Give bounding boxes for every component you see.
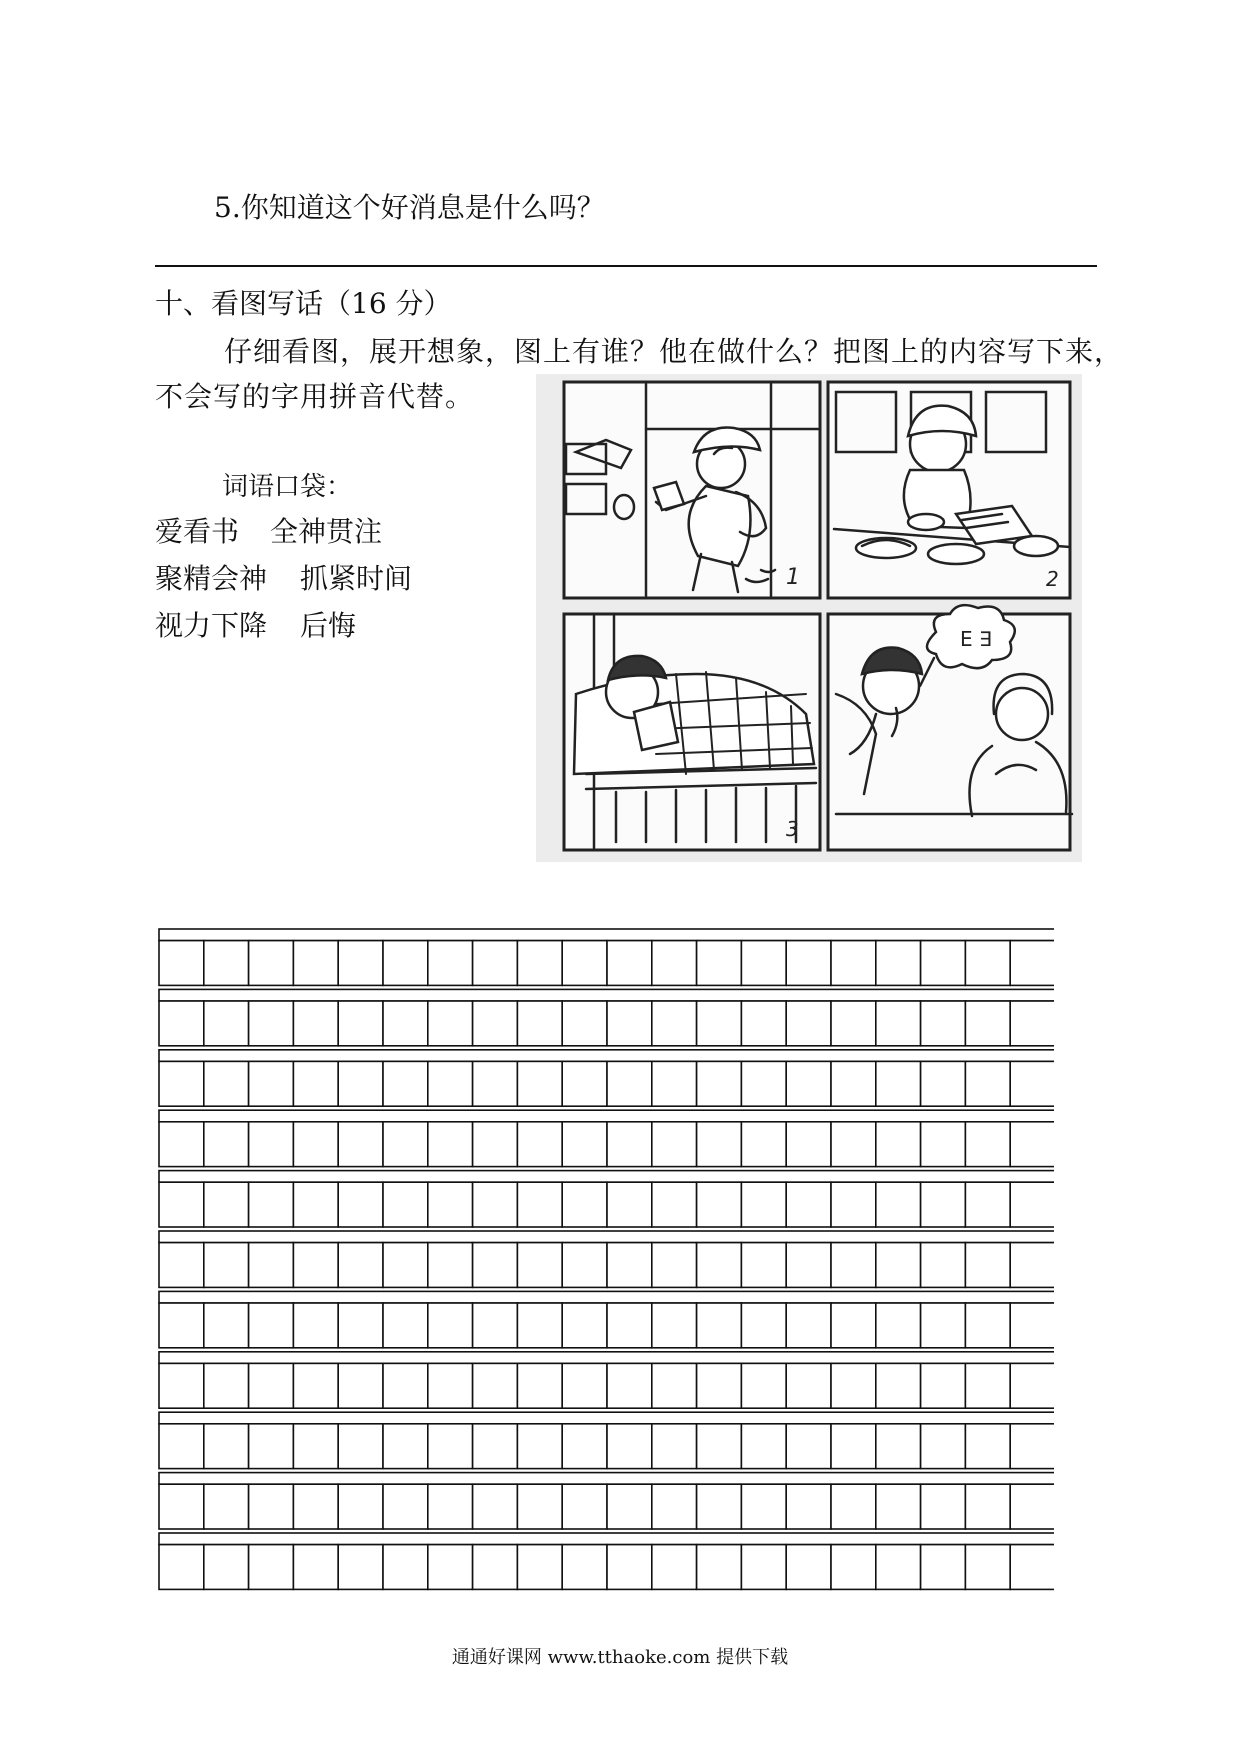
grid-cell[interactable] [1010,1122,1054,1167]
grid-cell[interactable] [204,1484,249,1529]
grid-cell[interactable] [517,1061,562,1106]
grid-cell[interactable] [204,1122,249,1167]
grid-cell[interactable] [428,1001,473,1046]
grid-cell[interactable] [473,1061,518,1106]
grid-cell[interactable] [786,1484,831,1529]
grid-cell[interactable] [249,1303,294,1348]
grid-cell[interactable] [965,1122,1010,1167]
footer-watermark: 通通好课网 www.tthaoke.com 提供下载 [451,1647,789,1668]
grid-cell[interactable] [1010,1243,1054,1288]
grid-cell[interactable] [831,1545,876,1590]
panel-number: 3 [786,817,799,841]
grid-cell[interactable] [293,1061,338,1106]
grid-cell[interactable] [1010,1424,1054,1469]
grid-cell[interactable] [249,1061,294,1106]
grid-cell[interactable] [338,1122,383,1167]
grid-cell[interactable] [831,1484,876,1529]
grid-cell[interactable] [652,1484,697,1529]
grid-cell[interactable] [607,1545,652,1590]
grid-cell[interactable] [607,1182,652,1227]
grid-cell[interactable] [741,1484,786,1529]
grid-cell[interactable] [473,1424,518,1469]
grid-cell[interactable] [741,1243,786,1288]
grid-cell[interactable] [204,1363,249,1408]
grid-cell[interactable] [607,941,652,986]
grid-cell[interactable] [383,1243,428,1288]
grid-cell[interactable] [697,1303,742,1348]
grid-cell[interactable] [741,1182,786,1227]
grid-cell[interactable] [473,1243,518,1288]
grid-cell[interactable] [607,1001,652,1046]
grid-cell[interactable] [697,1122,742,1167]
grid-cell[interactable] [652,1545,697,1590]
grid-cell[interactable] [338,941,383,986]
instruction-line-1: 仔细看图，展开想象，图上有谁？他在做什么？把图上的内容写下来， [224,335,1124,368]
grid-cell[interactable] [697,1061,742,1106]
grid-cell[interactable] [607,1243,652,1288]
grid-cell[interactable] [383,1545,428,1590]
grid-cell[interactable] [249,1122,294,1167]
grid-cell[interactable] [741,1001,786,1046]
grid-cell[interactable] [697,1424,742,1469]
grid-cell[interactable] [921,1122,966,1167]
comic-illustration [536,374,1082,862]
grid-cell[interactable] [741,1061,786,1106]
grid-cell[interactable] [249,1484,294,1529]
grid-cell[interactable] [517,1243,562,1288]
grid-cell[interactable] [697,1243,742,1288]
grid-cell[interactable] [921,1363,966,1408]
grid-cell[interactable] [1010,1303,1054,1348]
grid-cell[interactable] [786,1545,831,1590]
grid-cell[interactable] [249,941,294,986]
grid-cell[interactable] [383,1001,428,1046]
grid-cell[interactable] [831,941,876,986]
grid-cell[interactable] [159,1424,204,1469]
grid-cell[interactable] [338,1303,383,1348]
grid-cell[interactable] [517,1122,562,1167]
grid-cell[interactable] [517,941,562,986]
grid-cell[interactable] [428,1061,473,1106]
grid-cell[interactable] [786,1243,831,1288]
word-item: 爱看书 [155,515,240,548]
grid-cell[interactable] [921,1061,966,1106]
grid-cell[interactable] [831,1424,876,1469]
grid-cell[interactable] [204,1424,249,1469]
grid-cell[interactable] [159,1061,204,1106]
grid-cell[interactable] [159,1363,204,1408]
grid-cell[interactable] [786,1303,831,1348]
grid-cell[interactable] [607,1363,652,1408]
word-item: 视力下降 [155,609,268,642]
grid-cell[interactable] [921,1303,966,1348]
grid-cell[interactable] [473,941,518,986]
grid-cell[interactable] [876,1243,921,1288]
grid-cell[interactable] [562,1484,607,1529]
grid-cell[interactable] [876,1424,921,1469]
grid-cell[interactable] [562,1122,607,1167]
grid-cell[interactable] [876,1122,921,1167]
grid-cell[interactable] [965,1545,1010,1590]
grid-cell[interactable] [338,1484,383,1529]
grid-cell[interactable] [741,1303,786,1348]
grid-cell[interactable] [607,1061,652,1106]
grid-cell[interactable] [786,1122,831,1167]
grid-cell[interactable] [428,1182,473,1227]
grid-cell[interactable] [831,1303,876,1348]
grid-cell[interactable] [338,1363,383,1408]
grid-cell[interactable] [249,1545,294,1590]
grid-cell[interactable] [383,1061,428,1106]
grid-cell[interactable] [473,1484,518,1529]
grid-cell[interactable] [204,1303,249,1348]
grid-cell[interactable] [293,1303,338,1348]
grid-cell[interactable] [293,1484,338,1529]
grid-cell[interactable] [159,1303,204,1348]
grid-cell[interactable] [249,1363,294,1408]
grid-cell[interactable] [965,1001,1010,1046]
grid-cell[interactable] [1010,941,1054,986]
grid-cell[interactable] [338,1545,383,1590]
grid-cell[interactable] [338,1001,383,1046]
grid-cell[interactable] [652,1001,697,1046]
grid-cell[interactable] [383,941,428,986]
grid-cell[interactable] [159,1001,204,1046]
grid-cell[interactable] [652,941,697,986]
grid-cell[interactable] [204,941,249,986]
grid-cell[interactable] [562,1424,607,1469]
grid-cell[interactable] [517,1424,562,1469]
grid-cell[interactable] [1010,1363,1054,1408]
writing-grid[interactable] [158,928,1054,1593]
section-title: 十、看图写话（16 分） [155,287,452,320]
grid-cell[interactable] [428,1303,473,1348]
grid-cell[interactable] [741,1545,786,1590]
grid-cell[interactable] [652,1303,697,1348]
grid-cell[interactable] [876,1303,921,1348]
grid-cell[interactable] [562,941,607,986]
word-item: 抓紧时间 [300,562,413,595]
grid-cell[interactable] [204,1545,249,1590]
grid-cell[interactable] [876,1484,921,1529]
grid-cell[interactable] [607,1303,652,1348]
grid-cell[interactable] [697,1001,742,1046]
grid-cell[interactable] [204,1061,249,1106]
word-item: 全神贯注 [270,515,383,548]
grid-cell[interactable] [338,1061,383,1106]
grid-cell[interactable] [562,1363,607,1408]
grid-cell[interactable] [428,1424,473,1469]
grid-cell[interactable] [831,1243,876,1288]
grid-cell[interactable] [786,1424,831,1469]
grid-cell[interactable] [652,1363,697,1408]
grid-cell[interactable] [921,941,966,986]
grid-cell[interactable] [562,1182,607,1227]
grid-cell[interactable] [831,1061,876,1106]
grid-cell[interactable] [965,1363,1010,1408]
grid-cell[interactable] [1010,1182,1054,1227]
grid-cell[interactable] [517,1182,562,1227]
grid-cell[interactable] [786,1001,831,1046]
speech-bubble-text: E ∃ [960,627,992,651]
grid-cell[interactable] [697,1484,742,1529]
grid-cell[interactable] [786,1363,831,1408]
grid-cell[interactable] [517,1545,562,1590]
grid-cell[interactable] [159,1122,204,1167]
grid-cell[interactable] [876,1363,921,1408]
grid-cell[interactable] [473,1303,518,1348]
grid-cell[interactable] [383,1484,428,1529]
grid-cell[interactable] [473,1122,518,1167]
grid-cell[interactable] [428,941,473,986]
grid-cell[interactable] [965,941,1010,986]
grid-cell[interactable] [383,1122,428,1167]
panel-number: 1 [786,565,800,590]
grid-cell[interactable] [473,1545,518,1590]
word-pocket-row [155,557,412,597]
grid-cell[interactable] [876,1061,921,1106]
grid-cell[interactable] [786,941,831,986]
grid-cell[interactable] [517,1363,562,1408]
grid-cell[interactable] [383,1363,428,1408]
grid-cell[interactable] [293,1122,338,1167]
grid-cell[interactable] [652,1243,697,1288]
word-pocket-title: 词语口袋： [222,472,353,502]
grid-cell[interactable] [741,1424,786,1469]
grid-cell[interactable] [204,1001,249,1046]
grid-cell[interactable] [876,1001,921,1046]
grid-cell[interactable] [293,1243,338,1288]
grid-cell[interactable] [1010,1001,1054,1046]
grid-cell[interactable] [741,1122,786,1167]
grid-cell[interactable] [876,1182,921,1227]
grid-cell[interactable] [921,1001,966,1046]
grid-cell[interactable] [697,1545,742,1590]
grid-cell[interactable] [1010,1545,1054,1590]
grid-cell[interactable] [383,1303,428,1348]
grid-cell[interactable] [428,1243,473,1288]
grid-cell[interactable] [562,1303,607,1348]
word-item: 后悔 [300,609,357,642]
grid-cell[interactable] [786,1061,831,1106]
grid-cell[interactable] [741,1363,786,1408]
grid-cell[interactable] [473,1001,518,1046]
grid-cell[interactable] [831,1182,876,1227]
grid-cell[interactable] [965,1243,1010,1288]
grid-cell[interactable] [159,1243,204,1288]
grid-cell[interactable] [293,941,338,986]
panel-number: 2 [1046,567,1059,591]
grid-cell[interactable] [249,1182,294,1227]
grid-cell[interactable] [428,1122,473,1167]
grid-cell[interactable] [831,1363,876,1408]
grid-cell[interactable] [383,1182,428,1227]
grid-cell[interactable] [965,1182,1010,1227]
grid-cell[interactable] [159,1484,204,1529]
grid-cell[interactable] [249,1424,294,1469]
grid-cell[interactable] [607,1424,652,1469]
grid-cell[interactable] [293,1363,338,1408]
word-item: 聚精会神 [155,562,268,595]
grid-cell[interactable] [652,1182,697,1227]
grid-cell[interactable] [831,1122,876,1167]
grid-cell[interactable] [338,1243,383,1288]
grid-cell[interactable] [652,1122,697,1167]
grid-cell[interactable] [293,1001,338,1046]
grid-cell[interactable] [204,1243,249,1288]
grid-cell[interactable] [921,1182,966,1227]
grid-cell[interactable] [697,1182,742,1227]
grid-cell[interactable] [697,1363,742,1408]
word-pocket-row [155,510,382,550]
grid-cell[interactable] [562,1001,607,1046]
grid-cell[interactable] [517,1484,562,1529]
grid-cell[interactable] [921,1424,966,1469]
grid-cell[interactable] [965,1484,1010,1529]
grid-cell[interactable] [607,1122,652,1167]
grid-cell[interactable] [921,1545,966,1590]
grid-cell[interactable] [293,1182,338,1227]
grid-cell[interactable] [652,1061,697,1106]
grid-cell[interactable] [921,1484,966,1529]
grid-cell[interactable] [204,1182,249,1227]
grid-cell[interactable] [697,941,742,986]
grid-cell[interactable] [517,1303,562,1348]
grid-cell[interactable] [338,1424,383,1469]
grid-cell[interactable] [921,1243,966,1288]
grid-cell[interactable] [517,1001,562,1046]
instruction-line-2: 不会写的字用拼音代替。 [155,380,475,413]
grid-cell[interactable] [741,941,786,986]
grid-cell[interactable] [562,1243,607,1288]
grid-cell[interactable] [473,1363,518,1408]
grid-cell[interactable] [1010,1061,1054,1106]
word-pocket-row [155,604,356,644]
grid-cell[interactable] [159,941,204,986]
grid-cell[interactable] [159,1545,204,1590]
grid-cell[interactable] [652,1424,697,1469]
comic-panel-1 [564,382,820,598]
grid-cell[interactable] [338,1182,383,1227]
grid-cell[interactable] [249,1243,294,1288]
grid-cell[interactable] [293,1545,338,1590]
grid-cell[interactable] [249,1001,294,1046]
grid-cell[interactable] [965,1424,1010,1469]
grid-cell[interactable] [786,1182,831,1227]
grid-cell[interactable] [428,1484,473,1529]
grid-cell[interactable] [831,1001,876,1046]
grid-cell[interactable] [293,1424,338,1469]
grid-cell[interactable] [876,941,921,986]
grid-cell[interactable] [159,1182,204,1227]
grid-cell[interactable] [562,1061,607,1106]
grid-cell[interactable] [607,1484,652,1529]
grid-cell[interactable] [1010,1484,1054,1529]
grid-cell[interactable] [473,1182,518,1227]
grid-cell[interactable] [428,1363,473,1408]
grid-cell[interactable] [428,1545,473,1590]
grid-cell[interactable] [965,1303,1010,1348]
answer-line [155,265,1097,267]
grid-cell[interactable] [876,1545,921,1590]
question-5: 5.你知道这个好消息是什么吗？ [214,191,605,224]
grid-cell[interactable] [965,1061,1010,1106]
grid-cell[interactable] [383,1424,428,1469]
grid-cell[interactable] [562,1545,607,1590]
